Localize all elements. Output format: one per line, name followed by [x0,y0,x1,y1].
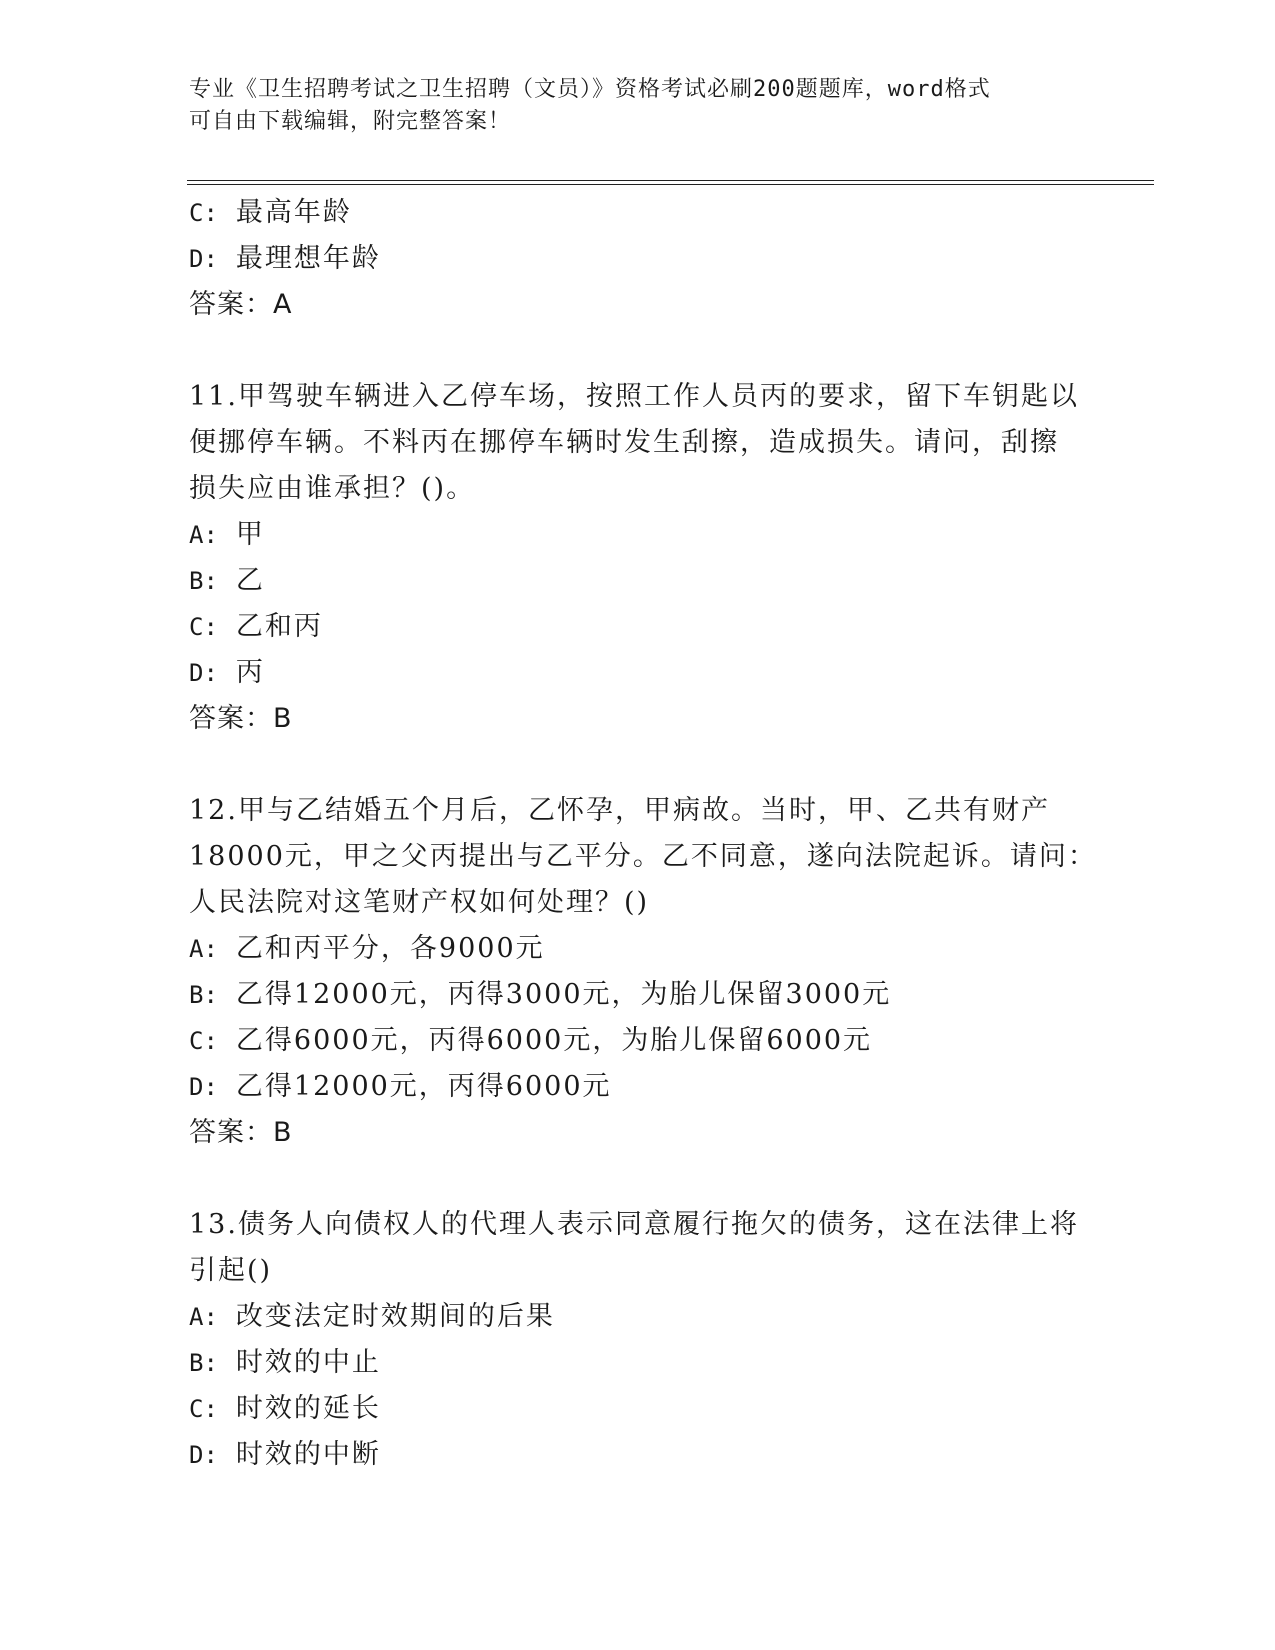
answer-line: 答案：B [189,1117,293,1148]
option-label: C: [189,613,218,641]
option-text: 时效的中止 [235,1347,381,1378]
option-label: D: [189,245,218,273]
option-c [189,1386,1089,1432]
header-divider-bottom [187,184,1154,185]
question-13-stem-line-2: 引起() [189,1255,273,1286]
option-label: D: [189,1441,218,1469]
option-d [189,1432,1089,1478]
option-label: A: [189,521,218,549]
option-label: C: [189,199,218,227]
spacer [189,328,1089,374]
option-label: C: [189,1395,218,1423]
option-label: D: [189,659,218,687]
option-text: 改变法定时效期间的后果 [235,1301,555,1332]
option-label: B: [189,1349,218,1377]
option-label: B: [189,567,218,595]
question-11-stem-line-3: 损失应由谁承担？()。 [189,473,476,504]
answer-line: 答案：A [189,289,293,320]
answer-line: 答案：B [189,703,293,734]
option-text: 甲 [235,519,265,550]
option-text: 时效的延长 [235,1393,381,1424]
option-text: 乙 [235,565,265,596]
option-c [189,190,1089,236]
option-text: 最高年龄 [235,197,352,228]
option-d [189,650,1089,696]
question-12-stem-line-1: 12.甲与乙结婚五个月后，乙怀孕，甲病故。当时，甲、乙共有财产 [189,795,1050,826]
option-text: 乙得6000元，丙得6000元，为胎儿保留6000元 [235,1025,873,1056]
option-c [189,604,1089,650]
option-c [189,1018,1089,1064]
option-text: 时效的中断 [235,1439,381,1470]
document-header [189,74,1089,138]
option-text: 丙 [235,657,265,688]
question-13-stem-line-1: 13.债务人向债权人的代理人表示同意履行拖欠的债务，这在法律上将 [189,1209,1079,1240]
header-title-line-1: 专业《卫生招聘考试之卫生招聘（文员）》资格考试必刷200题题库，word格式 [189,77,991,102]
option-b [189,972,1089,1018]
option-a [189,1294,1089,1340]
option-label: A: [189,1303,218,1331]
spacer [189,1156,1089,1202]
option-text: 最理想年龄 [235,243,381,274]
question-12-stem-line-3: 人民法院对这笔财产权如何处理？() [189,887,650,918]
spacer [189,742,1089,788]
option-label: D: [189,1073,218,1101]
option-label: A: [189,935,218,963]
option-b [189,1340,1089,1386]
option-text: 乙得12000元，丙得6000元 [235,1071,612,1102]
option-d [189,1064,1089,1110]
option-label: C: [189,1027,218,1055]
header-divider-top [187,180,1154,181]
question-12-stem-line-2: 18000元，甲之父丙提出与乙平分。乙不同意，遂向法院起诉。请问： [189,841,1097,872]
option-text: 乙和丙 [235,611,323,642]
option-a [189,512,1089,558]
option-a [189,926,1089,972]
option-d [189,236,1089,282]
question-11-stem-line-2: 便挪停车辆。不料丙在挪停车辆时发生刮擦，造成损失。请问，刮擦 [189,427,1059,458]
option-b [189,558,1089,604]
option-label: B: [189,981,218,1009]
header-title-line-2: 可自由下载编辑，附完整答案！ [189,109,512,134]
question-content [189,190,1097,1478]
question-11-stem-line-1: 11.甲驾驶车辆进入乙停车场，按照工作人员丙的要求，留下车钥匙以 [189,381,1079,412]
option-text: 乙得12000元，丙得3000元，为胎儿保留3000元 [235,979,892,1010]
option-text: 乙和丙平分，各9000元 [235,933,545,964]
